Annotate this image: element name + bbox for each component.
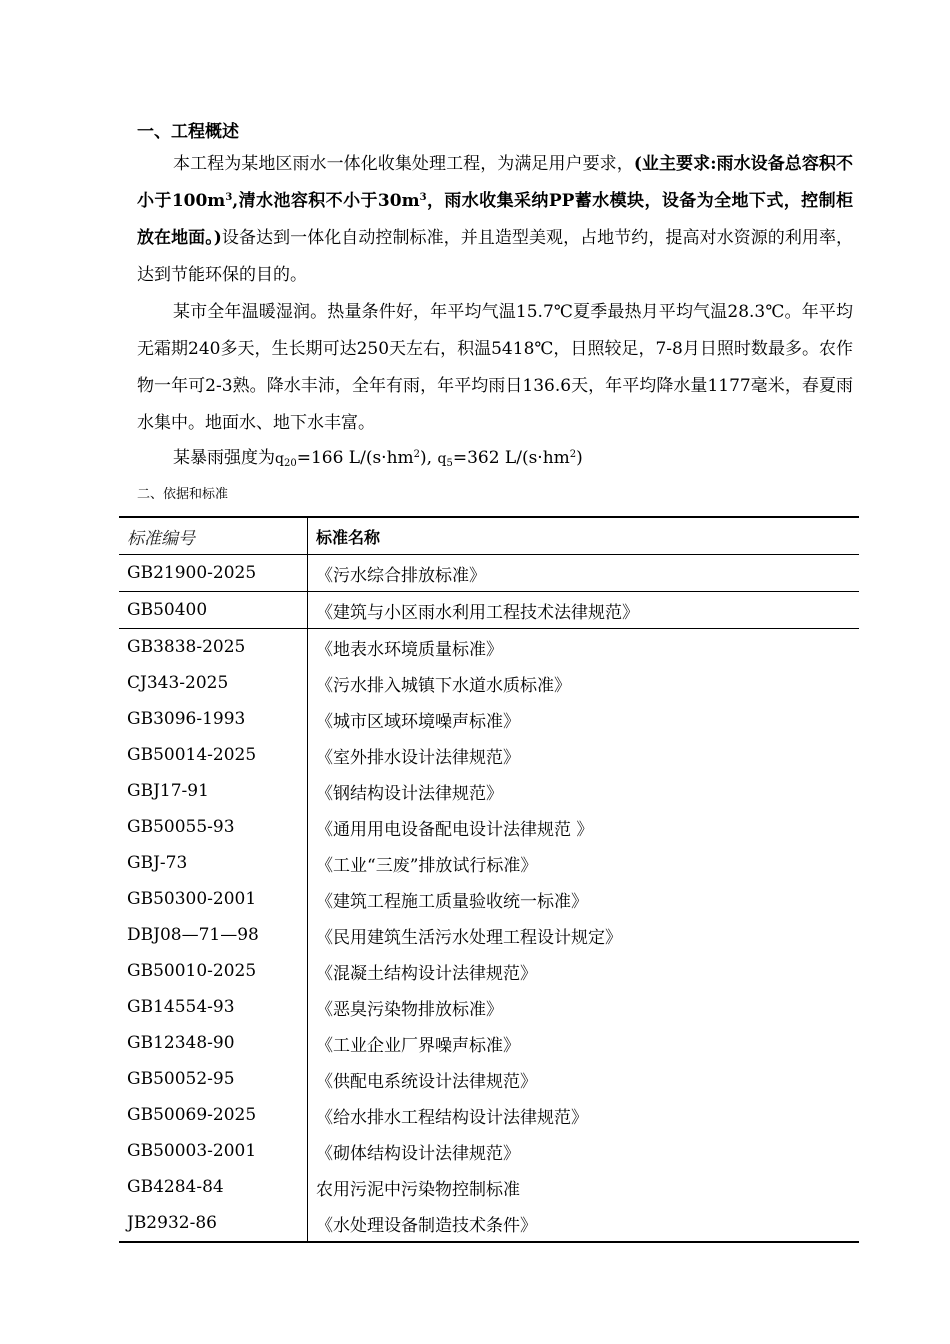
standard-code: GB50003-2001 <box>119 1133 308 1169</box>
q5-value: =362 L/(s·hm <box>452 448 570 468</box>
table-row <box>119 845 859 881</box>
standard-code: GB14554-93 <box>119 989 308 1025</box>
section-heading-standards: 二、依据和标准 <box>137 487 229 502</box>
table-row <box>119 989 859 1025</box>
standard-name: 《建筑与小区雨水利用工程技术法律规范》 <box>308 592 860 629</box>
standard-code: JB2932-86 <box>119 1205 308 1242</box>
sup-cubic-2: 3 <box>419 192 427 203</box>
standard-code: GBJ17-91 <box>119 773 308 809</box>
column-header-name: 标准名称 <box>308 517 860 555</box>
standard-name: 《室外排水设计法律规范》 <box>316 747 520 768</box>
q5-subscript: 5 <box>446 458 453 469</box>
standard-name: 《给水排水工程结构设计法律规范》 <box>316 1107 588 1128</box>
standard-name: 《通用用电设备配电设计法律规范 》 <box>316 819 594 840</box>
column-header-code: 标准编号 <box>119 517 308 555</box>
standard-name: 《钢结构设计法律规范》 <box>316 783 503 804</box>
standard-name: 《地表水环境质量标准》 <box>316 639 503 660</box>
p1-conclusion: 设备达到一体化自动控制标准，并且造型美观，占地节约，提高对水资源的利用率，达到节能环保的目的。 <box>137 228 854 285</box>
table-row <box>119 1169 859 1205</box>
q20-subscript: 20 <box>283 458 297 469</box>
standard-code: DBJ08—71—98 <box>119 917 308 953</box>
standard-code: GB50010-2025 <box>119 953 308 989</box>
table-row <box>119 773 859 809</box>
q20-symbol: q <box>275 451 284 467</box>
table-row <box>119 917 859 953</box>
paragraph-project-description <box>137 146 853 294</box>
table-row <box>119 809 859 845</box>
q20-value: =166 L/(s·hm <box>296 448 414 468</box>
standard-name: 《供配电系统设计法律规范》 <box>316 1071 537 1092</box>
standard-code: GB21900-2025 <box>119 555 308 592</box>
standard-name: 《建筑工程施工质量验收统一标准》 <box>316 891 588 912</box>
paragraph-rainfall-intensity <box>137 440 853 478</box>
p1-intro: 本工程为某地区雨水一体化收集处理工程，为满足用户要求， <box>173 154 634 174</box>
rain-separator: ), <box>420 448 438 468</box>
table-row <box>119 629 859 666</box>
standard-name: 《污水综合排放标准》 <box>308 555 860 592</box>
table-row <box>119 1133 859 1169</box>
standard-name: 《工业企业厂界噪声标准》 <box>316 1035 520 1056</box>
table-row <box>119 1205 859 1242</box>
req-total-volume: (业主要求:雨水设备总容积不小于100m <box>137 154 853 211</box>
table-row <box>119 665 859 701</box>
standard-name: 《城市区域环境噪声标准》 <box>316 711 520 732</box>
table-row <box>119 1061 859 1097</box>
table-header-row <box>119 517 859 555</box>
standard-name: 《混凝土结构设计法律规范》 <box>316 963 537 984</box>
table-row <box>119 1097 859 1133</box>
standard-code: GB50014-2025 <box>119 737 308 773</box>
standards-table <box>119 516 859 1243</box>
table-row <box>119 953 859 989</box>
rain-close: ) <box>576 448 583 468</box>
standard-code: GB50069-2025 <box>119 1097 308 1133</box>
sup-square-2: 2 <box>569 449 577 460</box>
standards-table-body <box>119 555 859 1243</box>
standard-code: GB3096-1993 <box>119 701 308 737</box>
rain-intro: 某暴雨强度为 <box>173 448 275 468</box>
table-row <box>119 1025 859 1061</box>
standard-code: GB12348-90 <box>119 1025 308 1061</box>
standard-code: GB50400 <box>119 592 308 629</box>
sup-square-1: 2 <box>413 449 421 460</box>
standard-name: 《工业“三废”排放试行标准》 <box>316 855 538 876</box>
standard-name: 《污水排入城镇下水道水质标准》 <box>316 675 571 696</box>
table-row <box>119 592 859 629</box>
table-row <box>119 555 859 592</box>
req-clear-pool: ,清水池容积不小于30m <box>232 191 420 211</box>
standard-code: GB50052-95 <box>119 1061 308 1097</box>
standard-name: 《民用建筑生活污水处理工程设计规定》 <box>316 927 622 948</box>
standard-code: GBJ-73 <box>119 845 308 881</box>
table-row <box>119 881 859 917</box>
standard-code: GB50300-2001 <box>119 881 308 917</box>
standard-name: 《砌体结构设计法律规范》 <box>316 1143 520 1164</box>
section-heading-overview: 一、工程概述 <box>137 122 239 142</box>
req-modules: ，雨水收集采纳PP蓄水模块，设备为全地下式，控制柜放在地面。) <box>137 191 853 248</box>
standard-code: GB3838-2025 <box>119 629 308 666</box>
table-row <box>119 737 859 773</box>
table-row <box>119 701 859 737</box>
standard-name: 《恶臭污染物排放标准》 <box>316 999 503 1020</box>
standard-name: 《水处理设备制造技术条件》 <box>316 1215 537 1236</box>
paragraph-climate: 某市全年温暖湿润。热量条件好，年平均气温15.7℃夏季最热月平均气温28.3℃。年平均无霜期240多天，生长期可达250天左右，积温5418℃，日照较足，7-8月日照时数最多。农作物一年可2-3熟。降水丰沛，全年有雨，年平均雨日136.6天，年平均降水量1177毫米，春夏雨水集中。地面水、地下水丰富。 <box>137 302 853 433</box>
standard-name: 农用污泥中污染物控制标准 <box>316 1179 520 1200</box>
sup-cubic-1: 3 <box>225 192 233 203</box>
standard-code: CJ343-2025 <box>119 665 308 701</box>
standard-code: GB50055-93 <box>119 809 308 845</box>
standard-code: GB4284-84 <box>119 1169 308 1205</box>
q5-symbol: q <box>437 451 447 467</box>
